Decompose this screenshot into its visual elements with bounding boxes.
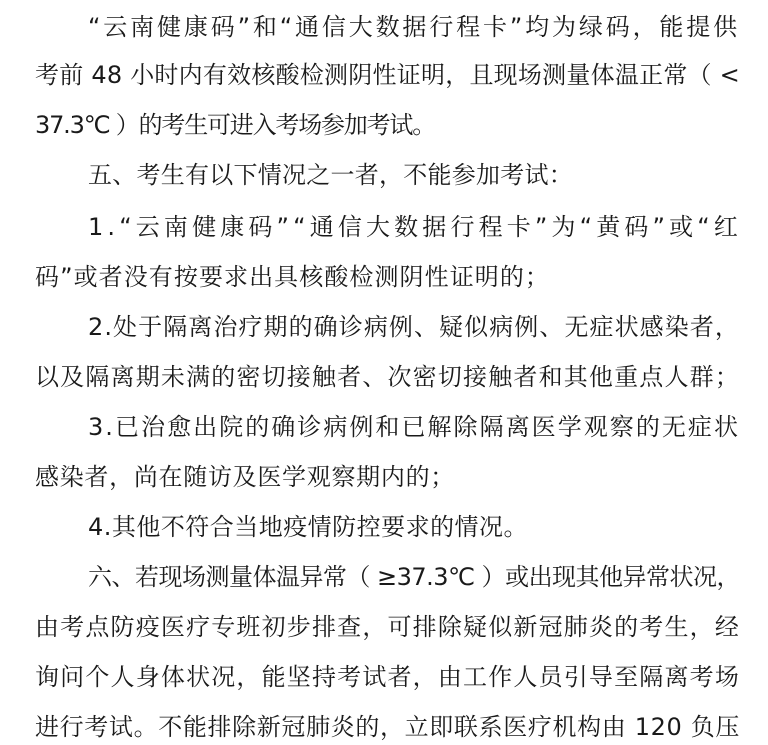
text-line-11: 4.其他不符合当地疫情防控要求的情况。	[88, 513, 528, 541]
text-line-13: 由考点防疫医疗专班初步排查，可排除疑似新冠肺炎的考生，经	[35, 613, 740, 641]
text-line-1: “云南健康码”和“通信大数据行程卡”均为绿码，能提供	[88, 13, 740, 41]
text-line-6: 码”或者没有按要求出具核酸检测阴性证明的；	[35, 263, 550, 291]
text-line-15: 进行考试。不能排除新冠肺炎的，立即联系医疗机构由 120 负压	[35, 713, 740, 741]
text-line-7: 2.处于隔离治疗期的确诊病例、疑似病例、无症状感染者，	[88, 313, 740, 341]
text-line-10: 感染者，尚在随访及医学观察期内的；	[35, 463, 455, 491]
text-line-5: 1.“云南健康码”“通信大数据行程卡”为“黄码”或“红	[88, 213, 742, 241]
text-line-3: 37.3℃ ）的考生可进入考场参加考试。	[35, 111, 435, 139]
text-line-4: 五、考生有以下情况之一者，不能参加考试：	[88, 161, 573, 189]
text-line-14: 询问个人身体状况，能坚持考试者，由工作人员引导至隔离考场	[35, 663, 740, 691]
text-line-9: 3.已治愈出院的确诊病例和已解除隔离医学观察的无症状	[88, 413, 740, 441]
text-line-8: 以及隔离期未满的密切接触者、次密切接触者和其他重点人群；	[35, 363, 740, 391]
text-line-2: 考前 48 小时内有效核酸检测阴性证明，且现场测量体温正常（ <	[35, 61, 740, 89]
text-line-12: 六、若现场测量体温异常（ ≥37.3℃ ）或出现其他异常状况，	[88, 563, 740, 591]
